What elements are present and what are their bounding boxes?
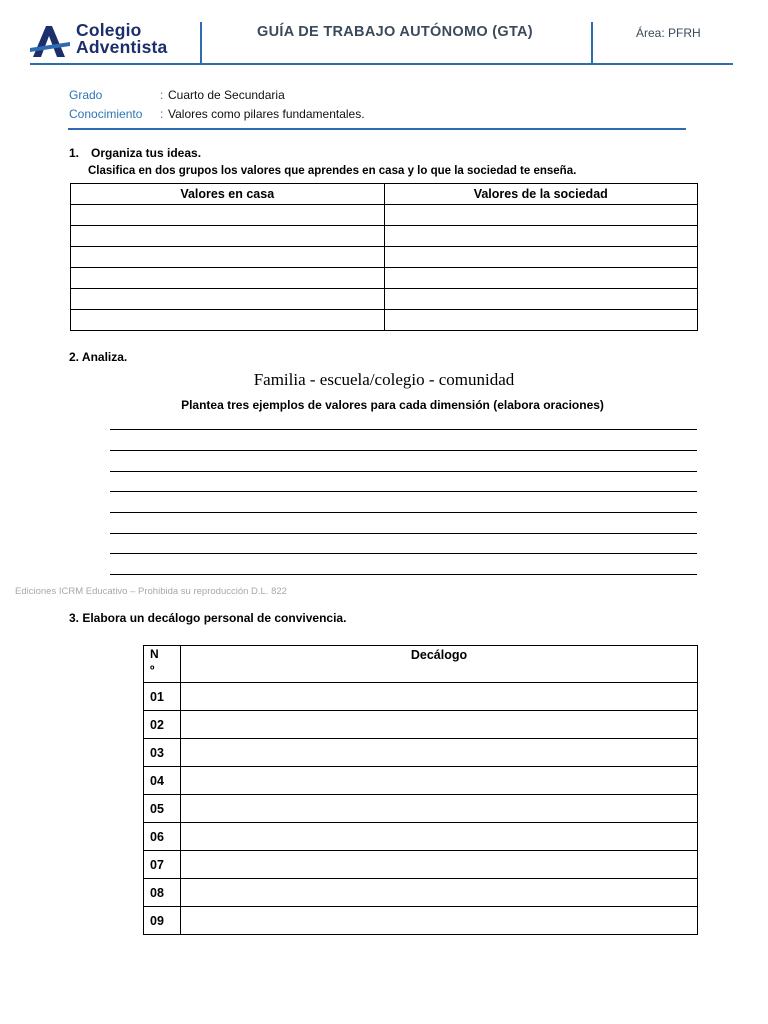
col-header-society-values: Valores de la sociedad: [384, 184, 698, 205]
page-title: GUÍA DE TRABAJO AUTÓNOMO (GTA): [257, 24, 533, 40]
society-value-cell[interactable]: [384, 289, 698, 310]
writing-line[interactable]: [110, 491, 697, 492]
decalogue-cell[interactable]: [181, 823, 698, 851]
writing-line[interactable]: [110, 429, 697, 430]
conocimiento-value: Valores como pilares fundamentales.: [168, 107, 365, 121]
copyright-note: Ediciones ICRM Educativo – Prohibida su reproducción D.L. 822: [15, 586, 287, 597]
society-value-cell[interactable]: [384, 226, 698, 247]
row-number: 01: [144, 683, 181, 711]
table-row: [144, 879, 698, 907]
decalogue-cell[interactable]: [181, 851, 698, 879]
table-row: [71, 289, 698, 310]
society-value-cell[interactable]: [384, 310, 698, 331]
grado-value: Cuarto de Secundaria: [168, 88, 285, 102]
row-number: 08: [144, 879, 181, 907]
area-label: Área: PFRH: [636, 26, 701, 40]
table-row: [71, 226, 698, 247]
table-row: [144, 823, 698, 851]
decalogue-cell[interactable]: [181, 907, 698, 935]
table-row: [144, 683, 698, 711]
table-row: [144, 711, 698, 739]
section3-title: 3. Elabora un decálogo personal de convivencia.: [69, 611, 347, 625]
home-value-cell[interactable]: [71, 205, 385, 226]
header-divider-left: [200, 22, 202, 64]
section1-instruction: Clasifica en dos grupos los valores que aprendes en casa y lo que la sociedad te enseña.: [88, 165, 577, 177]
decalogue-cell[interactable]: [181, 739, 698, 767]
decalogue-cell[interactable]: [181, 767, 698, 795]
writing-line[interactable]: [110, 533, 697, 534]
decalogue-table: [143, 645, 698, 935]
row-number: 05: [144, 795, 181, 823]
section1-number: 1.: [69, 146, 80, 160]
grado-sep: :: [160, 88, 164, 102]
table-row: [144, 739, 698, 767]
writing-line[interactable]: [110, 574, 697, 575]
home-value-cell[interactable]: [71, 289, 385, 310]
table-row: [71, 310, 698, 331]
table-row: [71, 268, 698, 289]
home-value-cell[interactable]: [71, 310, 385, 331]
table-header-row: [144, 646, 698, 683]
row-number: 09: [144, 907, 181, 935]
row-number: 04: [144, 767, 181, 795]
school-logo: [30, 22, 195, 60]
grado-label: Grado: [69, 88, 103, 102]
society-value-cell[interactable]: [384, 247, 698, 268]
home-value-cell[interactable]: [71, 268, 385, 289]
values-classification-table: [70, 183, 698, 331]
col-header-home-values: Valores en casa: [71, 184, 385, 205]
section2-title: 2. Analiza.: [69, 350, 128, 364]
writing-line[interactable]: [110, 471, 697, 472]
table-row: [71, 247, 698, 268]
writing-line[interactable]: [110, 553, 697, 554]
row-number: 06: [144, 823, 181, 851]
header-rule: [30, 63, 733, 65]
logo-a-icon: [30, 24, 70, 58]
dimensions-heading: Familia - escuela/colegio - comunidad: [253, 370, 515, 389]
decalogue-cell[interactable]: [181, 795, 698, 823]
col-header-decalogue: Decálogo: [181, 646, 698, 683]
table-row: [144, 795, 698, 823]
conocimiento-sep: :: [160, 107, 164, 121]
home-value-cell[interactable]: [71, 226, 385, 247]
logo-line1: Colegio: [76, 20, 142, 40]
writing-line[interactable]: [110, 450, 697, 451]
row-number: 03: [144, 739, 181, 767]
table-row: [144, 851, 698, 879]
logo-line2: Adventista: [76, 37, 168, 57]
row-number: 02: [144, 711, 181, 739]
header-divider-right: [591, 22, 593, 64]
table-row: [144, 767, 698, 795]
decalogue-cell[interactable]: [181, 879, 698, 907]
info-rule: [68, 128, 686, 130]
writing-line[interactable]: [110, 512, 697, 513]
table-header-row: [71, 184, 698, 205]
society-value-cell[interactable]: [384, 268, 698, 289]
decalogue-cell[interactable]: [181, 711, 698, 739]
section1-title: Organiza tus ideas.: [91, 146, 202, 160]
col-header-number: N º: [144, 646, 181, 683]
conocimiento-label: Conocimiento: [69, 107, 143, 121]
table-row: [71, 205, 698, 226]
table-row: [144, 907, 698, 935]
decalogue-cell[interactable]: [181, 683, 698, 711]
home-value-cell[interactable]: [71, 247, 385, 268]
section2-instruction: Plantea tres ejemplos de valores para cada dimensión (elabora oraciones): [181, 398, 604, 412]
society-value-cell[interactable]: [384, 205, 698, 226]
row-number: 07: [144, 851, 181, 879]
